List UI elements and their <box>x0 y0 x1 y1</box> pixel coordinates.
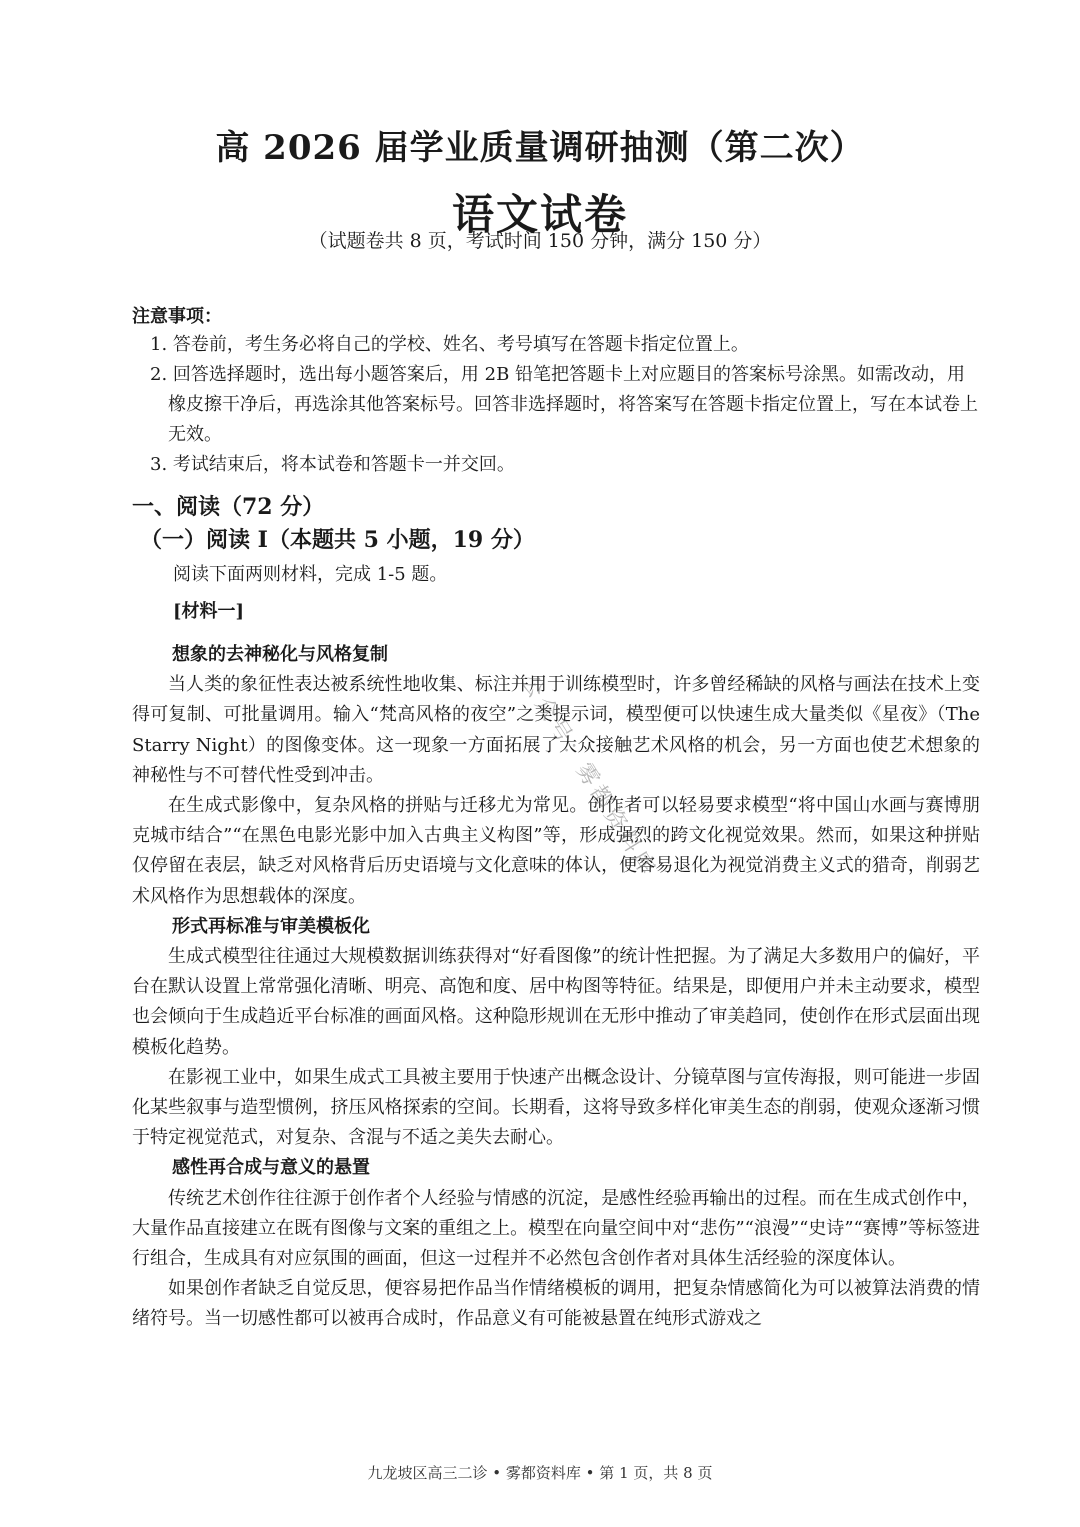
section-title: 一、阅读（72 分） <box>132 494 325 520</box>
article-heading: 形式再标准与审美模板化 <box>172 915 370 937</box>
notes-heading: 注意事项： <box>132 306 222 327</box>
article-body <box>132 640 980 1335</box>
article-heading: 感性再合成与意义的悬置 <box>172 1157 370 1179</box>
note-item: 1. 答卷前，考生务必将自己的学校、姓名、考号填写在答题卡指定位置上。 <box>150 334 749 355</box>
article-heading: 想象的去神秘化与风格复制 <box>172 644 388 665</box>
article-paragraph: 在生成式影像中，复杂风格的拼贴与迁移尤为常见。创作者可以轻易要求模型“将中国山水画与赛博朋克城市结合”“在黑色电影光影中加入古典主义构图”等，形成强烈的跨文化视觉效果。然而，如果这种拼贴仅停留在表层，缺乏对风格背后历史语境与文化意味的体认，便容易退化为视觉消费主义式的猎奇，削弱艺术风格作为思想载体的深度。 <box>132 795 980 907</box>
material-label: [材料一] <box>173 601 245 622</box>
subsection-title: （一）阅读 I（本题共 5 小题，19 分） <box>140 527 535 553</box>
note-item: 2. 回答选择题时，选出每小题答案后，用 2B 铅笔把答题卡上对应题目的答案标号涂黑。如需改动，用橡皮擦干净后，再选涂其他答案标号。回答非选择题时，将答案写在答题卡指定位置上，写在本试卷上无效。 <box>150 364 978 445</box>
article-paragraph: 当人类的象征性表达被系统性地收集、标注并用于训练模型时，许多曾经稀缺的风格与画法在技术上变得可复制、可批量调用。输入“梵高风格的夜空”之类提示词，模型便可以快速生成大量类似《星夜》（The Starry Night）的图像变体。这一现象一方面拓展了大众接触艺术风格的机会，另一方面也使艺术想象的神秘性与不可替代性受到冲击。 <box>132 674 980 786</box>
subject-title: 语文试卷 <box>451 190 628 239</box>
reading-instruction: 阅读下面两则材料，完成 1-5 题。 <box>173 564 448 585</box>
exam-info: （试题卷共 8 页，考试时间 150 分钟，满分 150 分） <box>308 230 772 252</box>
note-item: 3. 考试结束后，将本试卷和答题卡一并交回。 <box>150 454 515 475</box>
notes-list <box>150 330 982 480</box>
article-paragraph: 在影视工业中，如果生成式工具被主要用于快速产出概念设计、分镜草图与宣传海报，则可能进一步固化某些叙事与造型惯例，挤压风格探索的空间。长期看，这将导致多样化审美生态的削弱，使观众逐渐习惯于特定视觉范式，对复杂、含混与不适之美失去耐心。 <box>132 1066 980 1149</box>
exam-title: 高 2026 届学业质量调研抽测（第二次） <box>215 128 865 168</box>
article-paragraph: 传统艺术创作往往源于创作者个人经验与情感的沉淀，是感性经验再输出的过程。而在生成式创作中，大量作品直接建立在既有图像与文案的重组之上。模型在向量空间中对“悲伤”“浪漫”“史诗”“赛博”等标签进行组合，生成具有对应氛围的画面，但这一过程并不必然包含创作者对具体生活经验的深度体认。 <box>132 1187 980 1270</box>
page-footer: 九龙坡区高三二诊 • 雾都资料库 • 第 1 页，共 8 页 <box>367 1464 713 1482</box>
watermark: 公众号：雾都资料库 <box>515 670 661 883</box>
article-paragraph: 生成式模型往往通过大规模数据训练获得对“好看图像”的统计性把握。为了满足大多数用户的偏好，平台在默认设置上常常强化清晰、明亮、高饱和度、居中构图等特征。结果是，即便用户并未主动要求，模型也会倾向于生成趋近平台标准的画面风格。这种隐形规训在无形中推动了审美趋同，使创作在形式层面出现模板化趋势。 <box>132 946 980 1058</box>
article-paragraph: 如果创作者缺乏自觉反思，便容易把作品当作情绪模板的调用，把复杂情感简化为可以被算法消费的情绪符号。当一切感性都可以被再合成时，作品意义有可能被悬置在纯形式游戏之 <box>132 1278 980 1330</box>
